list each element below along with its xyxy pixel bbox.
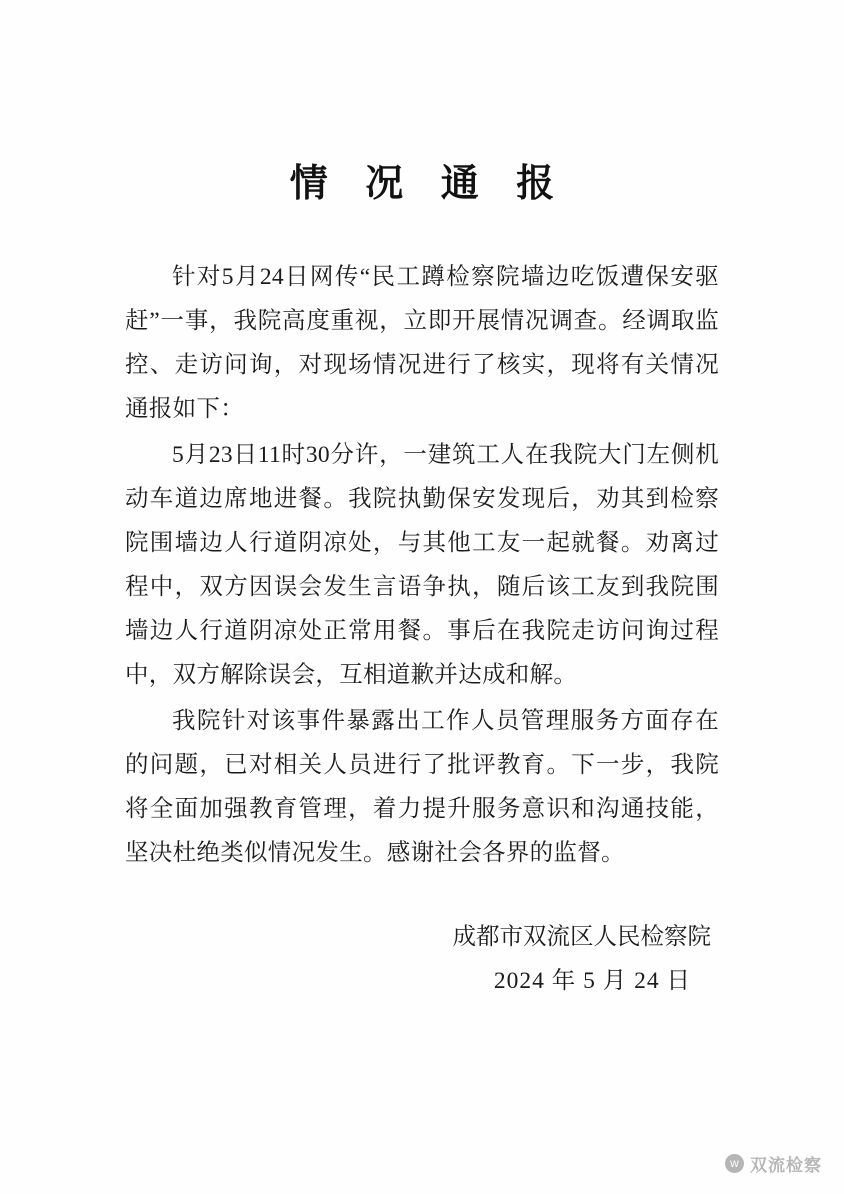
watermark <box>725 1151 822 1176</box>
paragraph-3: 我院针对该事件暴露出工作人员管理服务方面存在的问题，已对相关人员进行了批评教育。下一步，我院将全面加强教育管理，着力提升服务意识和沟通技能，坚决杜绝类似情况发生。感谢社会各界的监督。 <box>125 708 719 866</box>
signature-block <box>125 877 719 1003</box>
paragraph-1: 针对5月24日网传“民工蹲检察院墙边吃饭遭保安驱赶”一事，我院高度重视，立即开展情况调查。经调取监控、走访问询，对现场情况进行了核实，现将有关情况通报如下： <box>125 264 719 422</box>
page-title: 情 况 通 报 <box>289 163 569 205</box>
watermark-label: 双流检察 <box>750 1156 822 1175</box>
signature-organization: 成都市双流区人民检察院 <box>452 924 711 950</box>
document-body <box>125 207 719 875</box>
signature-date: 2024 年 5 月 24 日 <box>493 968 691 994</box>
paragraph-2: 5月23日11时30分许，一建筑工人在我院大门左侧机动车道边席地进餐。我院执勤保安发现后，劝其到检察院围墙边人行道阴凉处，与其他工友一起就餐。劝离过程中，双方因误会发生言语争执，随后该工友到我院围墙边人行道阴凉处正常用餐。事后在我院走访问询过程中，双方解除误会，互相道歉并达成和解。 <box>125 442 719 688</box>
weibo-logo-icon: w <box>725 1154 744 1173</box>
